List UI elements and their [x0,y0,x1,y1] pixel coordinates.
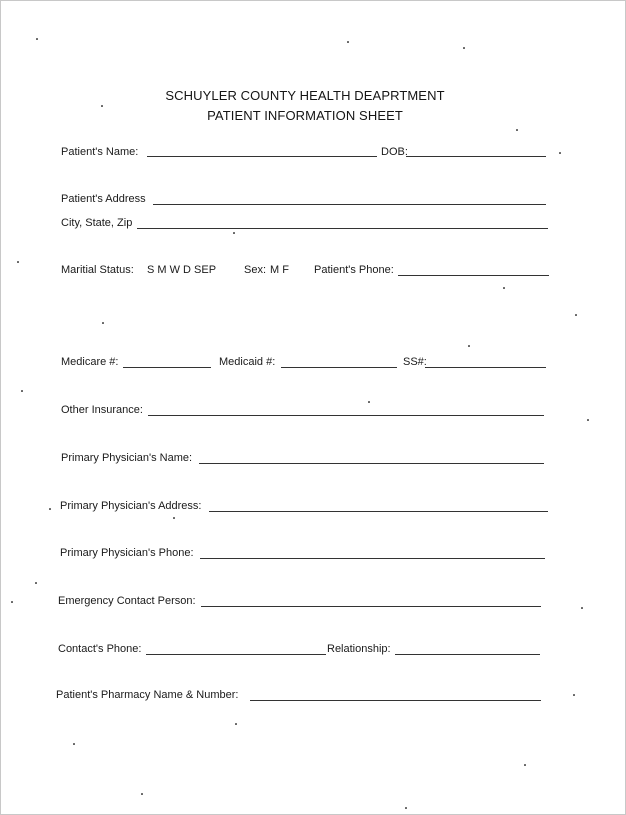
relationship-label: Relationship: [327,643,391,655]
dob-field[interactable] [406,156,546,157]
scan-speck [468,345,470,347]
scan-speck [587,419,589,421]
patient-phone-field[interactable] [398,275,549,276]
physician-phone-label: Primary Physician's Phone: [60,547,194,559]
scan-speck [101,105,103,107]
form-title: SCHUYLER COUNTY HEALTH DEAPRTMENT [165,88,445,103]
patient-name-field[interactable] [147,156,377,157]
scan-speck [581,607,583,609]
scan-speck [73,743,75,745]
scan-speck [235,723,237,725]
dob-label: DOB: [381,146,408,158]
scan-speck [11,601,13,603]
sex-label: Sex: [244,264,267,276]
physician-name-field[interactable] [199,463,544,464]
scan-speck [35,582,37,584]
relationship-field[interactable] [395,654,540,655]
physician-phone-field[interactable] [200,558,545,559]
marital-status-label: Maritial Status: [61,264,134,276]
physician-address-label: Primary Physician's Address: [60,500,202,512]
scan-speck [49,508,51,510]
pharmacy-label: Patient's Pharmacy Name & Number: [56,689,239,701]
emergency-contact-field[interactable] [201,606,541,607]
patient-name-label: Patient's Name: [61,146,139,158]
scan-speck [463,47,465,49]
city-state-zip-field[interactable] [137,228,548,229]
scan-speck [17,261,19,263]
medicare-field[interactable] [123,367,211,368]
scan-speck [516,129,518,131]
scan-speck [141,793,143,795]
ss-field[interactable] [425,367,546,368]
medicare-label: Medicare #: [61,356,119,368]
contact-phone-label: Contact's Phone: [58,643,142,655]
patient-address-label: Patient's Address [61,193,146,205]
scan-speck [524,764,526,766]
scan-speck [347,41,349,43]
medicaid-field[interactable] [281,367,397,368]
other-insurance-label: Other Insurance: [61,404,143,416]
patient-phone-label: Patient's Phone: [314,264,394,276]
scan-speck [503,287,505,289]
ss-label: SS#: [403,356,427,368]
form-subtitle: PATIENT INFORMATION SHEET [207,108,403,123]
contact-phone-field[interactable] [146,654,326,655]
marital-status-options[interactable]: S M W D SEP [147,264,217,276]
scan-speck [102,322,104,324]
sex-options[interactable]: M F [270,264,289,276]
patient-address-field[interactable] [153,204,546,205]
physician-address-field[interactable] [209,511,548,512]
scan-speck [575,314,577,316]
medicaid-label: Medicaid #: [219,356,276,368]
other-insurance-field[interactable] [148,415,544,416]
city-state-zip-label: City, State, Zip [61,217,133,229]
scan-speck [573,694,575,696]
scan-speck [173,517,175,519]
scan-speck [368,401,370,403]
scan-speck [36,38,38,40]
physician-name-label: Primary Physician's Name: [61,452,193,464]
scan-speck [233,232,235,234]
scan-speck [559,152,561,154]
pharmacy-field[interactable] [250,700,541,701]
emergency-contact-label: Emergency Contact Person: [58,595,196,607]
scan-speck [405,807,407,809]
scan-speck [21,390,23,392]
